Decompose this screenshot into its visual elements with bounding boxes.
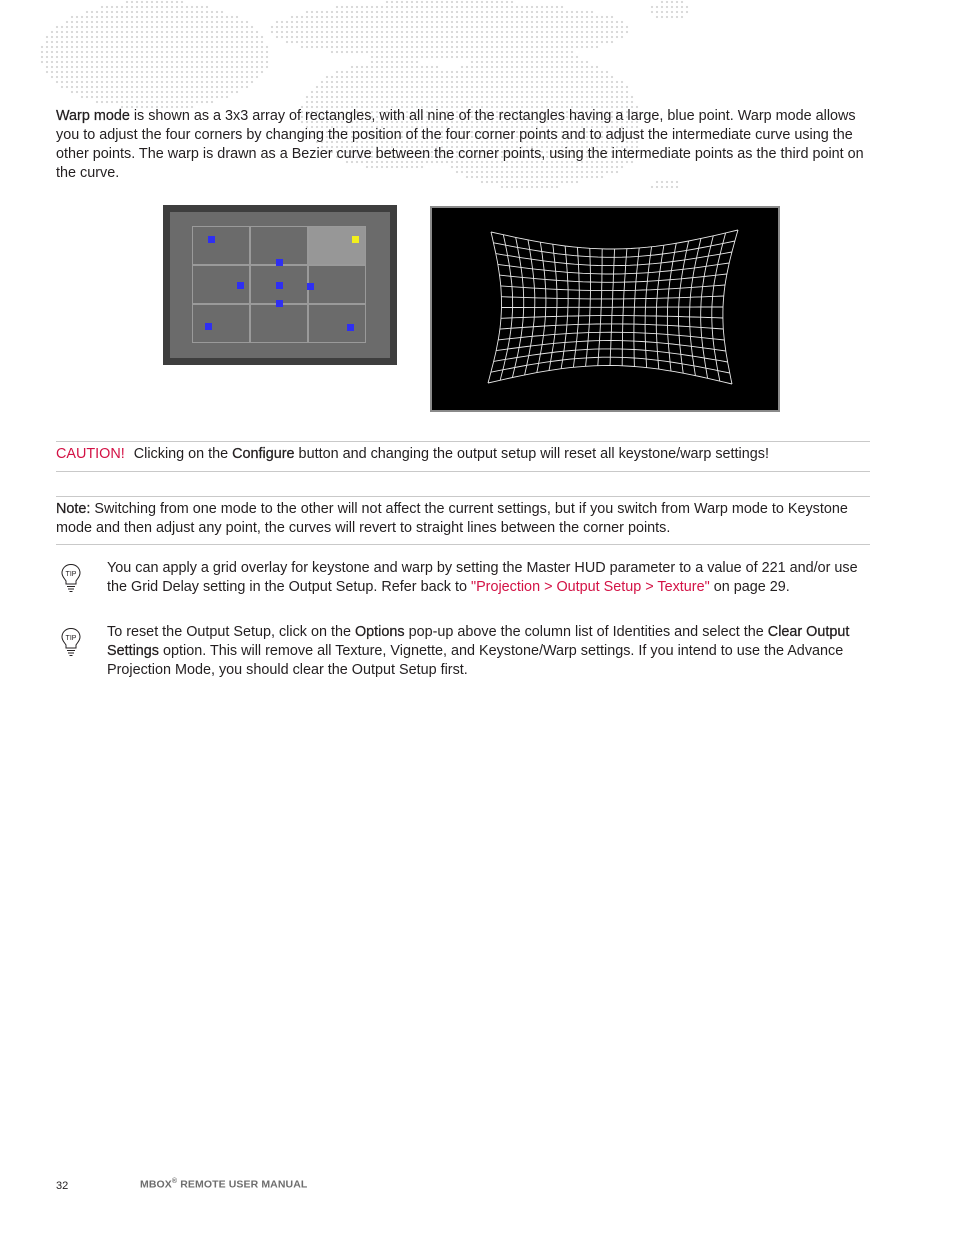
tip-text-part-3: option. This will remove all Texture, Vignette, and Keystone/Warp settings. If you intend to use the Advance Projection Mode, you should clear the Output Setup first. xyxy=(107,643,844,678)
caution-paragraph xyxy=(56,445,870,464)
tip-icon-label: TIP xyxy=(65,571,77,578)
warp-mode-description: is shown as a 3x3 array of rectangles, with all nine of the rectangles having a large, blue point. Warp mode allows you to adjust the four corners by changing the position of the four corner points and to adjust the intermediate curve using the other points. The warp is drawn as a Bezier curve between the corner points, using the intermediate points as the third point on the curve. xyxy=(56,108,864,181)
configure-term: Configure xyxy=(232,446,295,462)
clear-output-settings-term: Clear Output Settings xyxy=(107,624,850,659)
grid-cell-selected xyxy=(308,226,366,265)
warp-point-middle-right xyxy=(307,283,314,290)
note-paragraph xyxy=(56,500,870,538)
registered-mark: ® xyxy=(171,1178,178,1185)
manual-title-suffix: REMOTE USER MANUAL xyxy=(177,1178,308,1191)
note-rule-top xyxy=(56,496,870,497)
output-setup-texture-link[interactable]: "Projection > Output Setup > Texture" xyxy=(470,579,710,595)
tip-text-part-1: To reset the Output Setup, click on the xyxy=(107,624,355,640)
warp-mode-term: Warp mode xyxy=(56,108,130,124)
note-rule-bottom xyxy=(56,544,870,545)
tip-text-part-2: pop-up above the column list of Identities and select the xyxy=(404,624,768,640)
caution-rule-top xyxy=(56,441,870,442)
warp-output-preview-figure xyxy=(430,206,780,412)
lightbulb-tip-icon xyxy=(60,563,82,593)
tip-text-before: You can apply a grid overlay for keystone and warp by setting the Master HUD parameter to a value of 221 and/or use the Grid Delay setting in the Output Setup. Refer back to xyxy=(107,560,858,595)
warp-point-top-left xyxy=(208,236,215,243)
warp-grid-panel xyxy=(170,212,390,358)
tip-text xyxy=(107,623,870,680)
warp-mesh-line xyxy=(502,307,724,308)
grid-cell xyxy=(250,304,308,343)
caution-label: CAUTION! xyxy=(56,446,125,462)
warp-point-top-middle xyxy=(276,259,283,266)
tip-text-after: on page 29. xyxy=(709,579,790,595)
warp-point-bottom-left xyxy=(205,323,212,330)
warp-point-bottom-middle xyxy=(276,300,283,307)
tip-icon-label: TIP xyxy=(65,635,77,642)
caution-text-before: Clicking on the xyxy=(133,446,233,462)
grid-cell xyxy=(308,265,366,304)
note-text: Switching from one mode to the other will not affect the current settings, but if you switch from Warp mode to Keystone mode and then adjust any point, the curves will revert to straight lines between the corner points. xyxy=(56,501,848,536)
options-term: Options xyxy=(354,624,405,640)
warp-point-top-right-active xyxy=(352,236,359,243)
caution-rule-bottom xyxy=(56,471,870,472)
grid-cell xyxy=(192,226,250,265)
caution-text-after: button and changing the output setup will reset all keystone/warp settings! xyxy=(294,446,769,462)
warp-grid-editor-figure xyxy=(163,205,397,365)
lightbulb-tip-icon xyxy=(60,627,82,657)
page-number: 32 xyxy=(56,1180,69,1192)
warp-point-bottom-right xyxy=(347,324,354,331)
manual-title xyxy=(140,1178,307,1191)
manual-title-brand: MBOX xyxy=(140,1178,172,1191)
warp-mode-paragraph xyxy=(56,107,870,183)
grid-cell xyxy=(308,304,366,343)
warped-grid-mesh xyxy=(432,208,778,410)
grid-cell xyxy=(192,304,250,343)
tip-text xyxy=(107,559,870,597)
note-label: Note: xyxy=(56,501,91,517)
warp-point-center xyxy=(276,282,283,289)
warp-point-middle-left xyxy=(237,282,244,289)
